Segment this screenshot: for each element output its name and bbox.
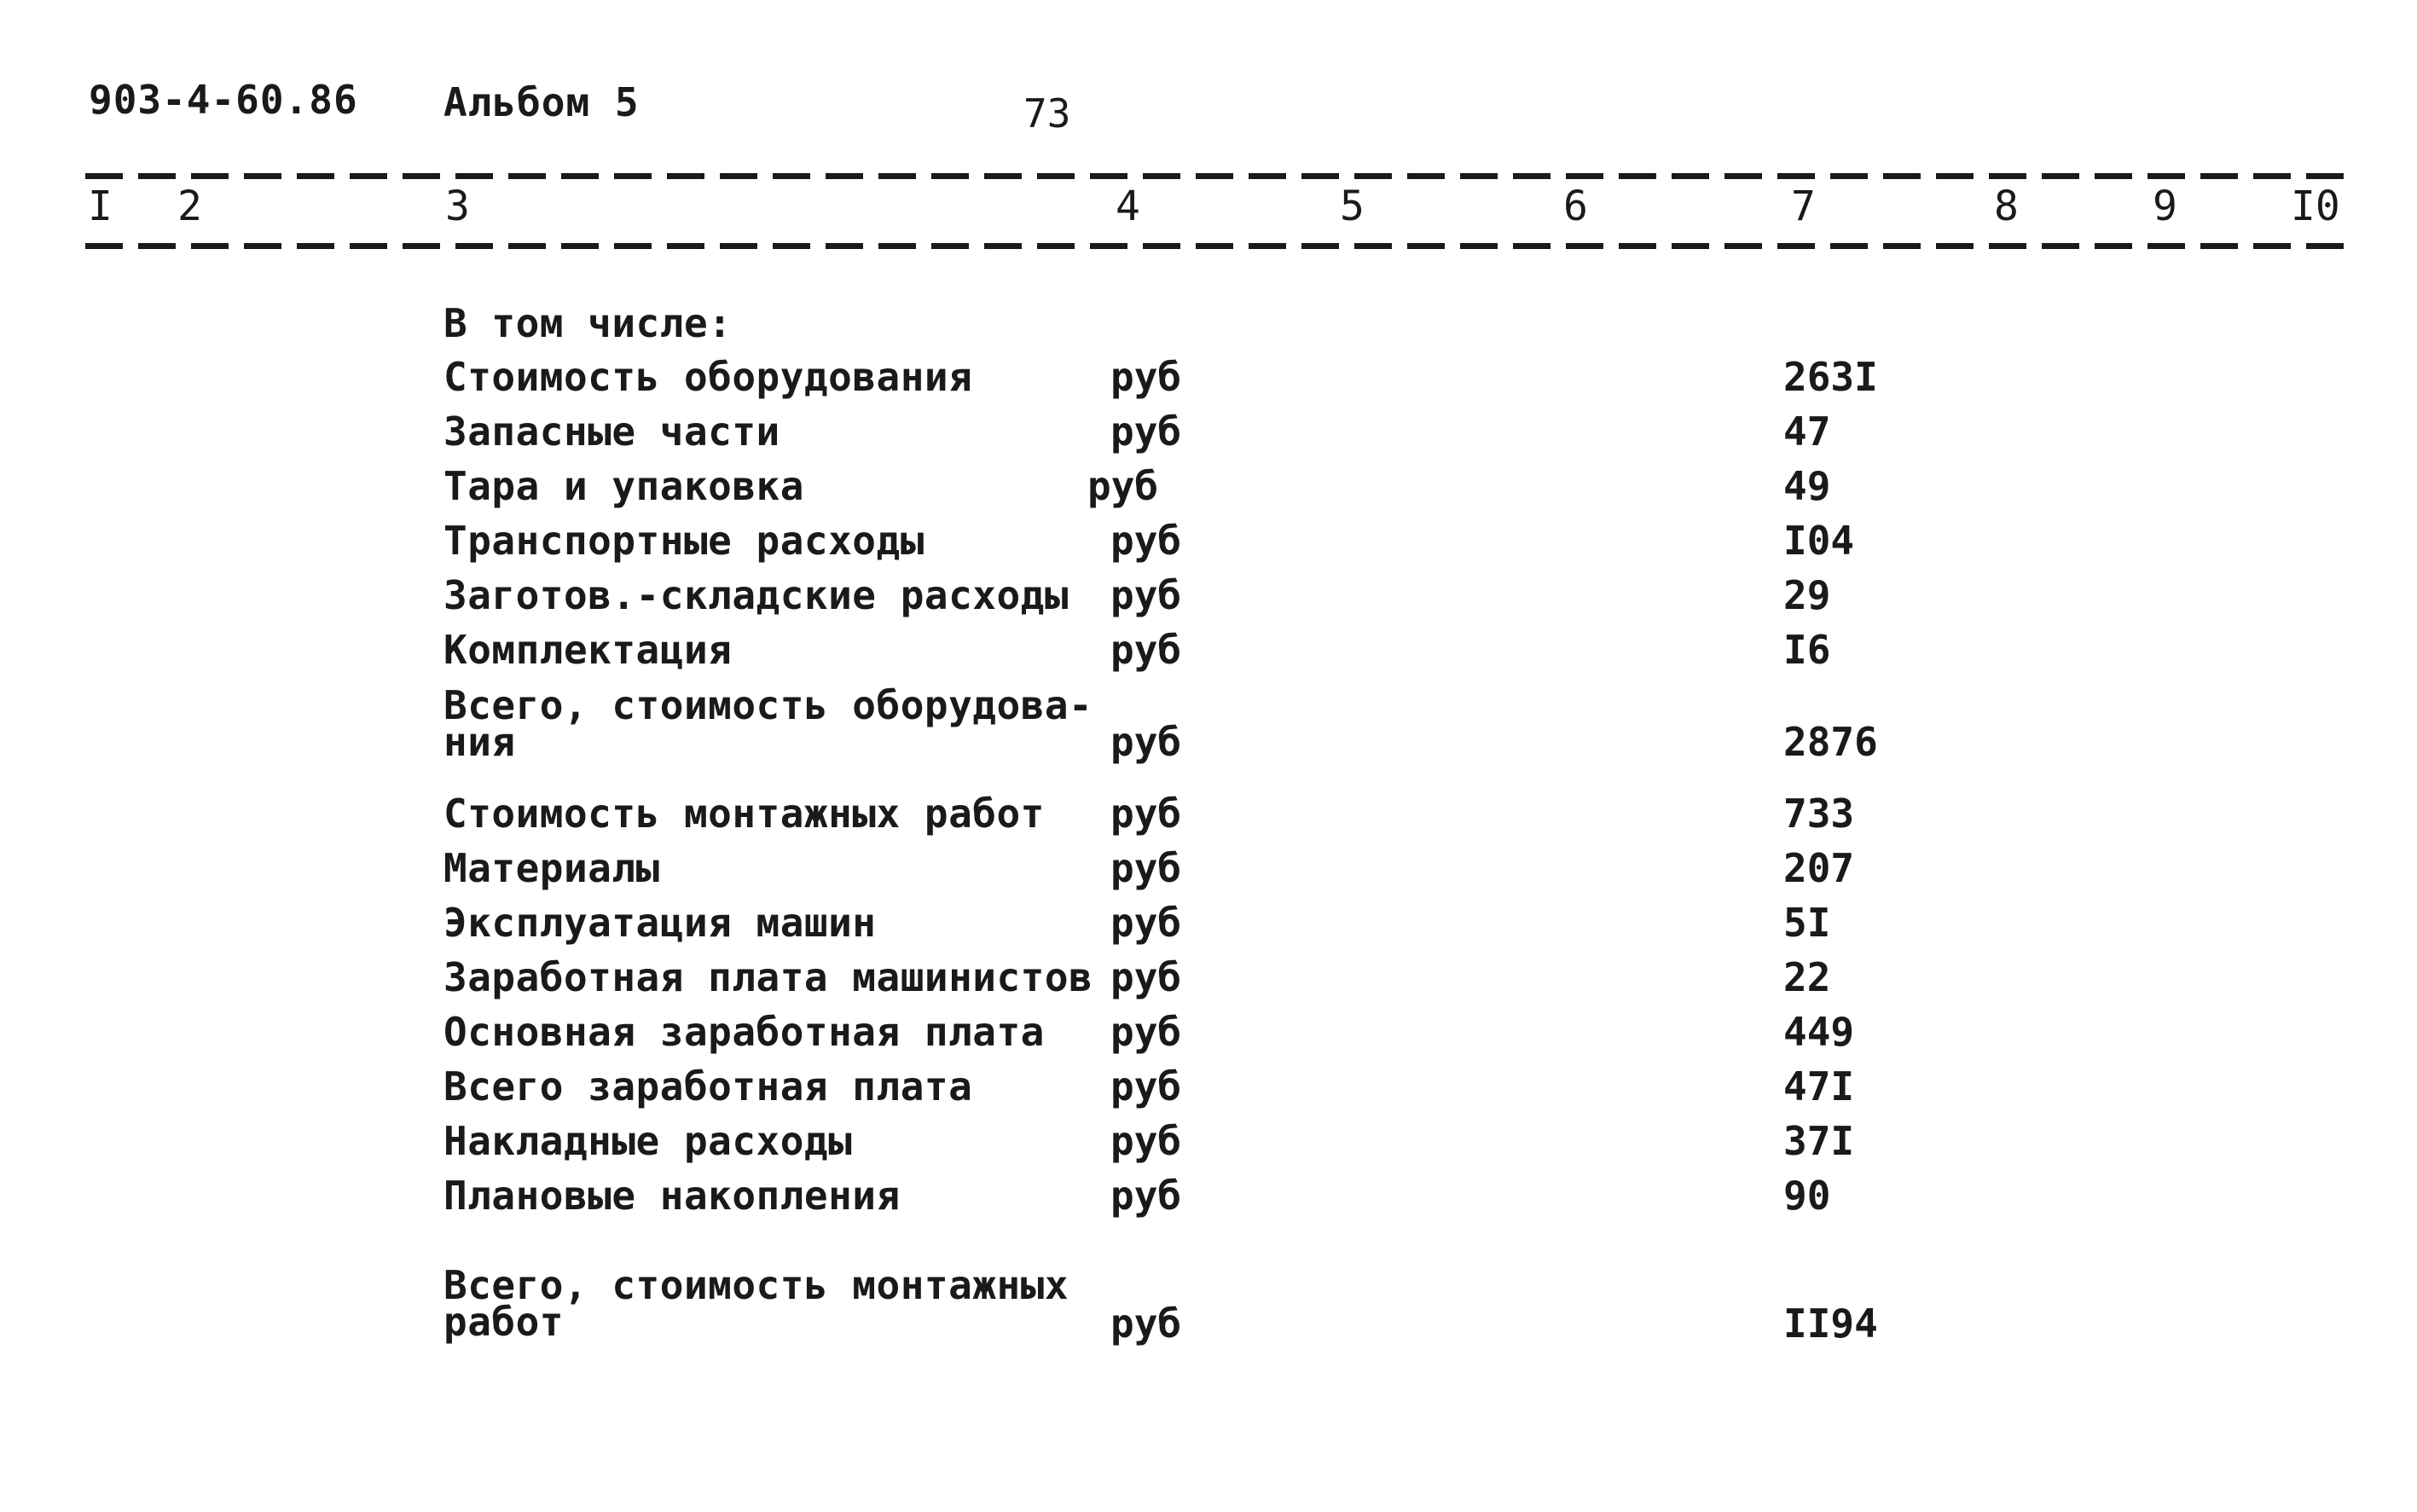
row-unit: руб	[1110, 1173, 1182, 1219]
row-value: 29	[1783, 572, 1831, 618]
row-value: 90	[1783, 1173, 1831, 1219]
row-name-line1: Всего, стоимость оборудова-	[443, 682, 1093, 728]
row-unit: руб	[1110, 719, 1182, 765]
row-value: I04	[1783, 518, 1855, 564]
row-unit: руб	[1110, 408, 1182, 455]
row-name: Плановые накопления	[443, 1173, 901, 1219]
row-name: Накладные расходы	[443, 1118, 853, 1164]
row-name: Заготов.-складские расходы	[443, 572, 1069, 618]
row-name: Эксплуатация машин	[443, 900, 877, 946]
row-unit: руб	[1110, 1009, 1182, 1055]
page-number: 73	[1023, 90, 1071, 136]
row-value: 263I	[1783, 354, 1878, 400]
column-number-5: 5	[1340, 182, 1365, 230]
row-name: Стоимость монтажных работ	[443, 791, 1045, 837]
row-unit: руб	[1087, 463, 1159, 509]
column-number-6: 6	[1563, 182, 1588, 230]
row-unit: руб	[1110, 627, 1182, 673]
header-rule-top	[85, 173, 2354, 179]
column-number-3: 3	[445, 182, 470, 230]
column-number-9: 9	[2153, 182, 2177, 230]
row-value: 5I	[1783, 900, 1831, 946]
column-number-2: 2	[177, 182, 202, 230]
header-rule-bottom	[85, 243, 2354, 249]
row-name: Всего заработная плата	[443, 1063, 973, 1109]
row-name: Основная заработная плата	[443, 1009, 1045, 1055]
row-unit: руб	[1110, 1063, 1182, 1109]
row-unit: руб	[1110, 900, 1182, 946]
intro-label: В том числе:	[443, 300, 733, 346]
column-number-7: 7	[1791, 182, 1816, 230]
row-name-line2: ния	[443, 719, 516, 765]
document-code: 903-4-60.86	[89, 77, 358, 123]
row-name: Комплектация	[443, 627, 733, 673]
row-value: 47	[1783, 408, 1831, 455]
album-label: Альбом 5	[443, 79, 640, 125]
row-value: 47I	[1783, 1063, 1855, 1109]
row-unit: руб	[1110, 791, 1182, 837]
row-value: 2876	[1783, 719, 1878, 765]
row-name: Запасные части	[443, 408, 780, 455]
row-value: 449	[1783, 1009, 1855, 1055]
row-value: 207	[1783, 845, 1855, 891]
row-name: Тара и упаковка	[443, 463, 804, 509]
row-unit: руб	[1110, 954, 1182, 1000]
row-name: Транспортные расходы	[443, 518, 924, 564]
row-unit: руб	[1110, 845, 1182, 891]
row-unit: руб	[1110, 354, 1182, 400]
row-value: 49	[1783, 463, 1831, 509]
row-unit: руб	[1110, 518, 1182, 564]
row-value: 22	[1783, 954, 1831, 1000]
row-name-line1: Всего, стоимость монтажных	[443, 1262, 1069, 1308]
row-value: 733	[1783, 791, 1855, 837]
row-value: 37I	[1783, 1118, 1855, 1164]
column-number-8: 8	[1994, 182, 2019, 230]
row-name: Стоимость оборудования	[443, 354, 973, 400]
row-name: Материалы	[443, 845, 660, 891]
row-name: Заработная плата машинистов	[443, 954, 1093, 1000]
row-unit: руб	[1110, 572, 1182, 618]
row-unit: руб	[1110, 1301, 1182, 1347]
row-value: II94	[1783, 1301, 1878, 1347]
row-value: I6	[1783, 627, 1831, 673]
row-name-line2: работ	[443, 1299, 564, 1345]
column-number-1: I	[88, 182, 113, 230]
row-unit: руб	[1110, 1118, 1182, 1164]
column-number-4: 4	[1116, 182, 1140, 230]
column-number-10: I0	[2291, 182, 2340, 230]
